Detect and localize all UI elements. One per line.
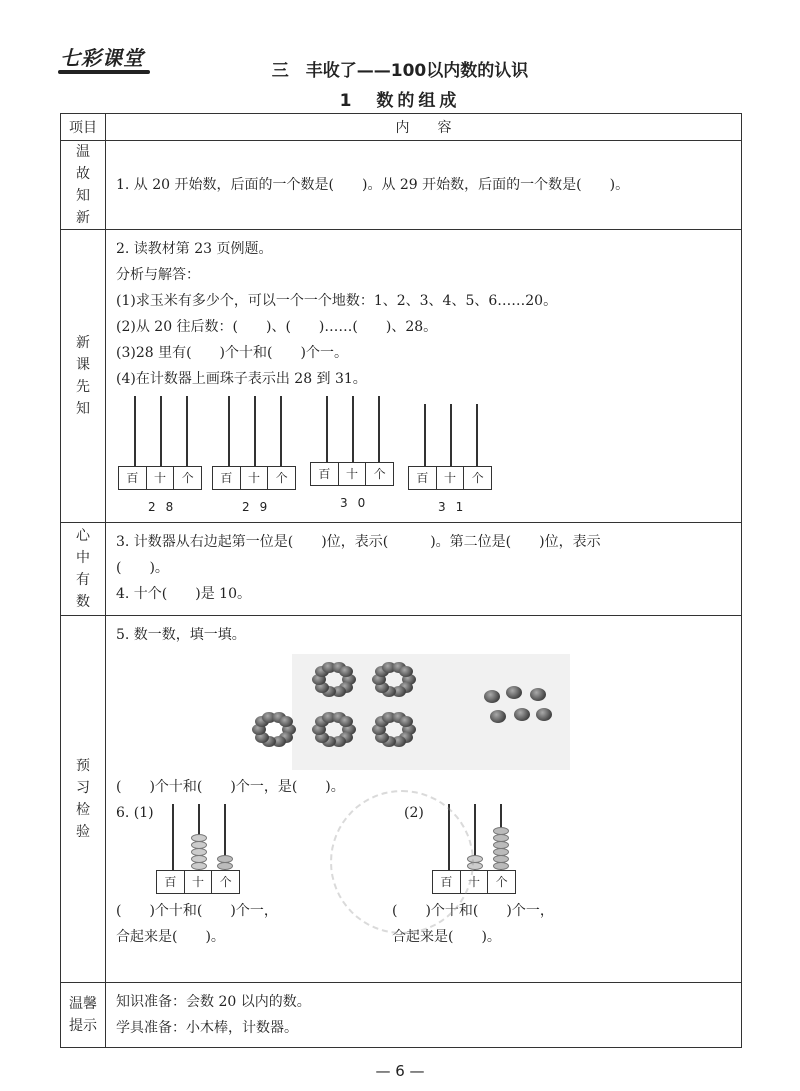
abacus-label: 十 xyxy=(339,463,367,485)
question-4: 4. 十个( )是 10。 xyxy=(116,586,251,602)
abacus-label: 百 xyxy=(409,467,437,489)
abacus-label: 个 xyxy=(219,875,232,889)
abacus-bead xyxy=(493,841,509,849)
question-3-line1: 3. 计数器从右边起第一位是( )位，表示( )。第二位是( )位，表示 xyxy=(116,534,601,550)
abacus-rod xyxy=(476,404,478,466)
abacus-rod xyxy=(424,404,426,466)
step-1: (1)求玉米有多少个，可以一个一个地数：1、2、3、4、5、6……20。 xyxy=(116,293,558,309)
abacus-rod xyxy=(254,396,256,466)
table-header-row xyxy=(61,114,742,141)
question-1: 1. 从 20 开始数，后面的一个数是( )。从 29 开始数，后面的一个数是( )。 xyxy=(116,177,630,193)
check-label: 预习检验 xyxy=(76,758,90,840)
think-label: 心中有数 xyxy=(76,528,90,610)
abacus-bead xyxy=(191,834,207,842)
abacus-rod xyxy=(450,404,452,466)
question-6-answer-1-line1: ( )个十和( )个一， xyxy=(116,903,278,919)
abacus-label: 百 xyxy=(433,871,461,893)
preview-label: 新课先知 xyxy=(76,335,90,417)
abacus-bead xyxy=(191,855,207,863)
single-bead xyxy=(530,688,546,701)
abacus-bead xyxy=(191,841,207,849)
abacus-bead xyxy=(191,848,207,856)
lesson-title: 1 数的组成 xyxy=(339,91,461,111)
step-2: (2)从 20 往后数：( )、( )……( )、28。 xyxy=(116,319,438,335)
bead-ring xyxy=(252,710,296,750)
abacus-rod xyxy=(186,396,188,466)
abacus-base xyxy=(156,870,240,894)
abacus-number: 31 xyxy=(438,500,474,514)
abacus-number: 28 xyxy=(148,500,184,514)
abacus-rod xyxy=(378,396,380,462)
bead-ring xyxy=(372,710,416,750)
abacus-rod xyxy=(172,804,174,870)
single-bead xyxy=(484,690,500,703)
abacus-bead xyxy=(493,834,509,842)
abacus-label: 个 xyxy=(495,875,508,889)
abacus-label: 百 xyxy=(311,463,339,485)
review-row xyxy=(61,141,742,230)
abacus-label: 十 xyxy=(461,871,489,893)
abacus-rod xyxy=(134,396,136,466)
preview-row xyxy=(61,230,742,523)
abacus-label: 十 xyxy=(147,467,175,489)
abacus-base xyxy=(118,466,202,490)
abacus-bead xyxy=(217,855,233,863)
single-bead xyxy=(490,710,506,723)
bead-ring xyxy=(372,660,416,700)
tips-row xyxy=(61,983,742,1048)
abacus-label: 十 xyxy=(241,467,269,489)
abacus-label: 十 xyxy=(185,871,213,893)
question-5-answer: ( )个十和( )个一，是( )。 xyxy=(116,779,345,795)
think-row xyxy=(61,523,742,616)
abacus-label: 个 xyxy=(471,471,484,485)
tips-tools: 学具准备：小木棒，计数器。 xyxy=(116,1020,298,1036)
single-bead xyxy=(506,686,522,699)
abacus-label: 十 xyxy=(437,467,465,489)
abacus-bead xyxy=(493,862,509,870)
abacus-number: 29 xyxy=(242,500,278,514)
tips-knowledge: 知识准备：会数 20 以内的数。 xyxy=(116,994,311,1010)
question-5-title: 5. 数一数，填一填。 xyxy=(116,627,246,643)
watermark-stamp xyxy=(330,790,474,934)
header-item: 项目 xyxy=(61,114,106,141)
analysis-label: 分析与解答： xyxy=(116,267,200,283)
question-6-answer-1-line2: 合起来是( )。 xyxy=(116,929,225,945)
bead-ring xyxy=(312,660,356,700)
abacus-label: 个 xyxy=(373,467,386,481)
abacus-bead xyxy=(493,848,509,856)
single-bead xyxy=(536,708,552,721)
abacus-number: 30 xyxy=(340,496,376,510)
question-3-line2: ( )。 xyxy=(116,560,169,576)
page-number: — 6 — xyxy=(375,1062,425,1080)
abacus-group xyxy=(116,392,731,512)
abacus-label: 百 xyxy=(157,871,185,893)
abacus-base xyxy=(212,466,296,490)
question-6-label-2: (2) xyxy=(404,805,424,821)
header-content: 内 容 xyxy=(106,114,742,141)
chapter-title: 三 丰收了——100以内数的认识 xyxy=(271,61,529,81)
abacus-label: 个 xyxy=(181,471,194,485)
abacus-rod xyxy=(280,396,282,466)
step-4: (4)在计数器上画珠子表示出 28 到 31。 xyxy=(116,371,367,387)
abacus-rod xyxy=(228,396,230,466)
abacus-bead xyxy=(493,827,509,835)
review-label: 温故知新 xyxy=(76,144,90,226)
logo: 七彩课堂 xyxy=(60,46,144,70)
bead-ring xyxy=(312,710,356,750)
question-2-title: 2. 读教材第 23 页例题。 xyxy=(116,241,273,257)
abacus-label: 个 xyxy=(275,471,288,485)
abacus-label: 百 xyxy=(213,467,241,489)
abacus-bead xyxy=(493,855,509,863)
question-6-answer-2-line2: 合起来是( )。 xyxy=(392,929,501,945)
question-6-label-1: 6. (1) xyxy=(116,805,154,821)
abacus-rod xyxy=(352,396,354,462)
abacus-base xyxy=(310,462,394,486)
tips-label: 温馨提示 xyxy=(69,996,97,1034)
bead-picture xyxy=(116,654,731,770)
question-6-answer-2-line1: ( )个十和( )个一， xyxy=(392,903,554,919)
abacus-base xyxy=(408,466,492,490)
single-bead xyxy=(514,708,530,721)
abacus-bead xyxy=(191,862,207,870)
abacus-rod xyxy=(160,396,162,466)
step-3: (3)28 里有( )个十和( )个一。 xyxy=(116,345,348,361)
abacus-label: 百 xyxy=(119,467,147,489)
abacus-rod xyxy=(326,396,328,462)
abacus-bead xyxy=(217,862,233,870)
